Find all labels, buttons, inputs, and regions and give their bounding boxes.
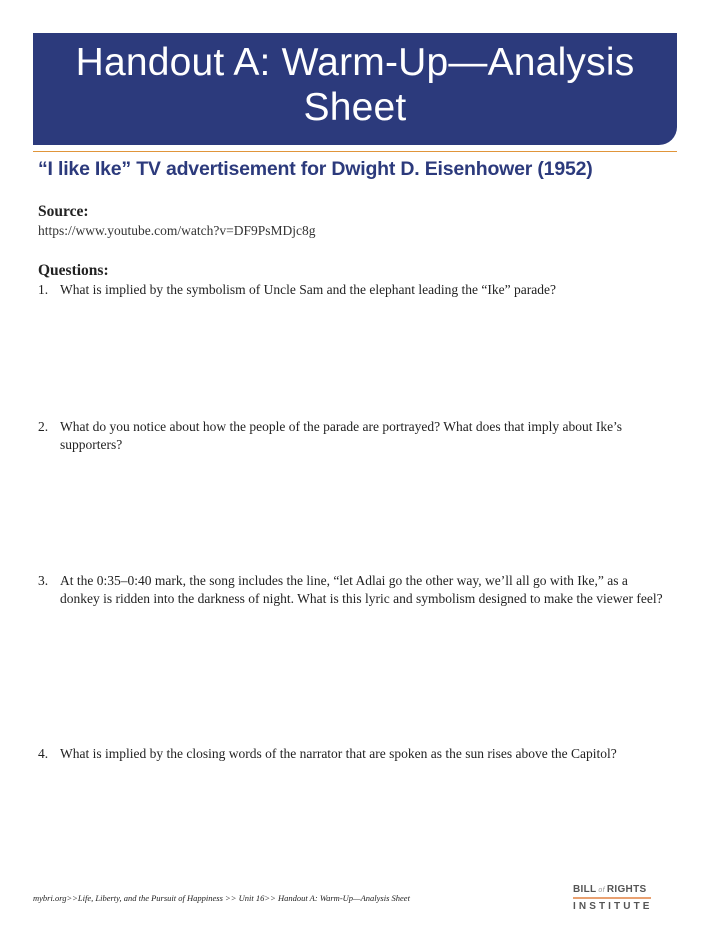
- question-number: 2.: [38, 419, 49, 434]
- logo-word-bill: BILL: [573, 884, 597, 895]
- footer-breadcrumb: mybri.org>>Life, Liberty, and the Pursuit of Happiness >> Unit 16>> Handout A: Warm-Up—Analysis Sheet: [33, 893, 410, 903]
- questions-label: Questions:: [38, 262, 109, 279]
- question-item-2: [38, 418, 668, 454]
- logo-top-line: [573, 884, 651, 895]
- question-text: What do you notice about how the people of the parade are portrayed? What does that imply about Ike’s supporters?: [60, 419, 623, 452]
- page-title-line-1: Handout A: Warm-Up—Analysis: [75, 41, 635, 84]
- source-label: Source:: [38, 203, 89, 220]
- question-item-4: [38, 745, 668, 763]
- logo-word-rights: RIGHTS: [606, 884, 647, 895]
- source-url: https://www.youtube.com/watch?v=DF9PsMDjc8g: [38, 223, 316, 238]
- page-title-line-2: Sheet: [303, 86, 407, 129]
- logo-divider: [573, 897, 651, 899]
- bill-of-rights-institute-logo: [573, 884, 651, 912]
- document-subtitle: “I like Ike” TV advertisement for Dwight D. Eisenhower (1952): [38, 158, 593, 180]
- question-item-1: [38, 281, 668, 299]
- logo-word-of: of: [598, 887, 605, 894]
- question-item-3: [38, 572, 668, 608]
- question-number: 3.: [38, 573, 49, 588]
- question-number: 1.: [38, 282, 49, 297]
- title-banner: [33, 33, 677, 145]
- divider-rule: [33, 151, 677, 152]
- question-text: At the 0:35–0:40 mark, the song includes the line, “let Adlai go the other way, we’ll all go with Ike,” as a donkey is ridden into the darkness of night. What is this lyric and symbolism designed to make the viewer feel?: [60, 573, 663, 606]
- question-text: What is implied by the symbolism of Uncle Sam and the elephant leading the “Ike” parade?: [60, 282, 556, 297]
- logo-word-institute: INSTITUTE: [573, 901, 653, 912]
- question-text: What is implied by the closing words of the narrator that are spoken as the sun rises above the Capitol?: [60, 746, 617, 761]
- question-number: 4.: [38, 746, 49, 761]
